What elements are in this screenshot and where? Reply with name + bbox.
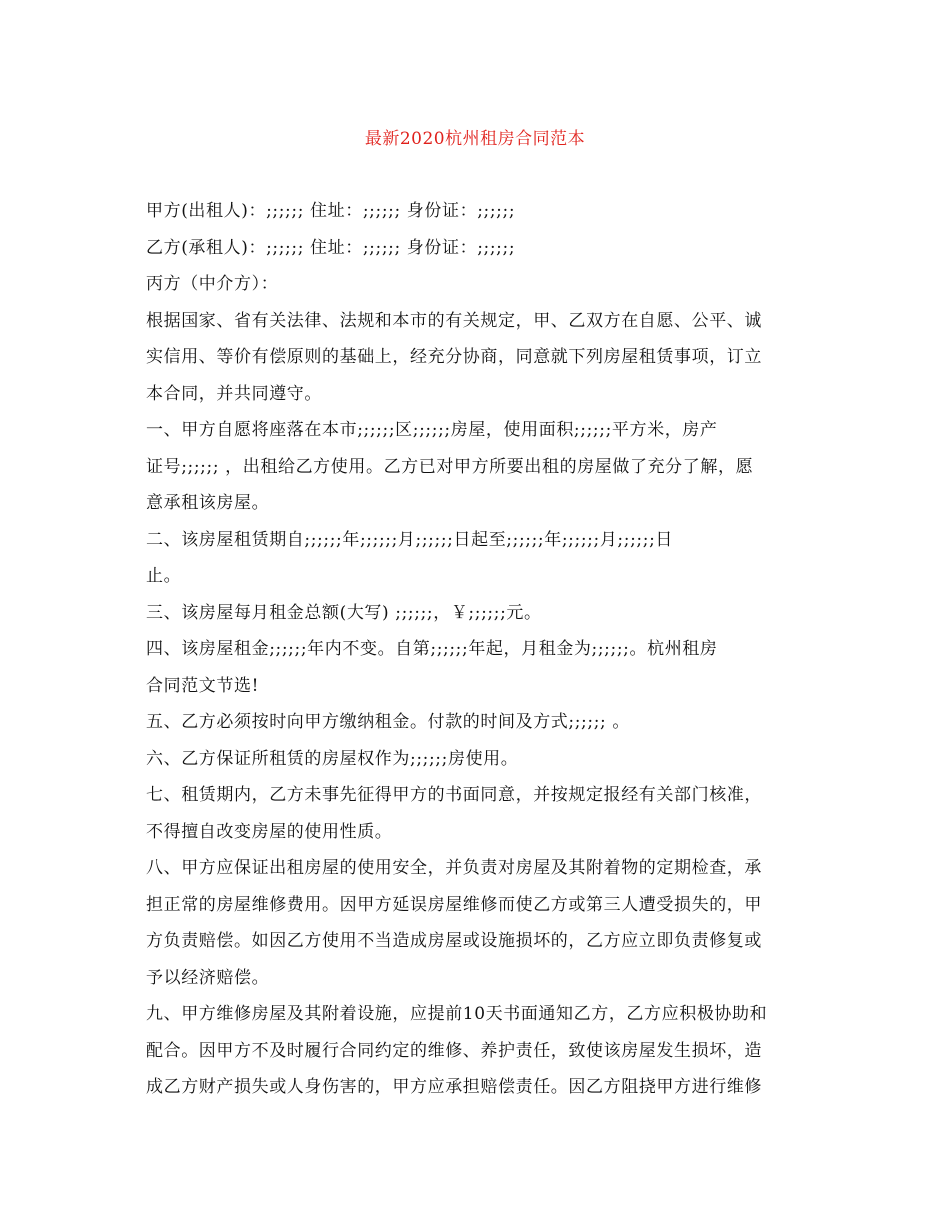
- clause-8-line: 方负责赔偿。如因乙方使用不当造成房屋或设施损坏的，乙方应立即负责修复或: [146, 931, 762, 951]
- clause-9-line: 九、甲方维修房屋及其附着设施，应提前10天书面通知乙方，乙方应积极协助和: [146, 1004, 768, 1024]
- clause-2-line: 二、该房屋租赁期自;;;;;;年;;;;;;月;;;;;;日起至;;;;;;年;;;;;;月;;;;;;日: [146, 529, 673, 550]
- clause-5-line: 五、乙方必须按时向甲方缴纳租金。付款的时间及方式;;;;;; 。: [146, 712, 630, 732]
- clause-9-line: 配合。因甲方不及时履行合同约定的维修、养护责任，致使该房屋发生损坏，造: [146, 1040, 762, 1061]
- clause-1-line: 证号;;;;;; ，出租给乙方使用。乙方已对甲方所要出租的房屋做了充分了解，愿: [146, 456, 754, 477]
- clause-8-line: 八、甲方应保证出租房屋的使用安全，并负责对房屋及其附着物的定期检查，承: [146, 858, 762, 878]
- clause-7-line: 七、租赁期内，乙方未事先征得甲方的书面同意，并按规定报经有关部门核准，: [146, 785, 762, 805]
- clause-9-line: 成乙方财产损失或人身伤害的，甲方应承担赔偿责任。因乙方阻挠甲方进行维修: [146, 1077, 762, 1097]
- party-a-line: 甲方(出租人)：;;;;;; 住址：;;;;;; 身份证：;;;;;;: [146, 201, 516, 221]
- clause-1-line: 意承租该房屋。: [146, 493, 270, 513]
- clause-4-line: 四、该房屋租金;;;;;;年内不变。自第;;;;;;年起，月租金为;;;;;;。杭州租房: [146, 639, 718, 659]
- preamble-line: 实信用、等价有偿原则的基础上，经充分协商，同意就下列房屋租赁事项，订立: [146, 347, 762, 367]
- clause-1-line: 一、甲方自愿将座落在本市;;;;;;区;;;;;;房屋，使用面积;;;;;;平方米，房产: [146, 420, 718, 440]
- clause-7-line: 不得擅自改变房屋的使用性质。: [146, 821, 393, 842]
- party-c-line: 丙方（中介方）：: [146, 274, 279, 294]
- clause-3-line: 三、该房屋每月租金总额(大写) ;;;;;;，￥;;;;;;元。: [146, 602, 542, 623]
- clause-6-line: 六、乙方保证所租赁的房屋权作为;;;;;;房使用。: [146, 748, 519, 769]
- party-b-line: 乙方(承租人)：;;;;;; 住址：;;;;;; 身份证：;;;;;;: [146, 237, 516, 258]
- document-body: [146, 193, 806, 1106]
- document-title: 最新2020杭州租房合同范本: [364, 129, 586, 149]
- clause-4-line: 合同范文节选!: [146, 675, 260, 696]
- preamble-line: 本合同，并共同遵守。: [146, 383, 322, 404]
- preamble-line: 根据国家、省有关法律、法规和本市的有关规定，甲、乙双方在自愿、公平、诚: [146, 310, 762, 331]
- clause-2-line: 止。: [146, 566, 182, 586]
- clause-8-line: 担正常的房屋维修费用。因甲方延误房屋维修而使乙方或第三人遭受损失的，甲: [146, 894, 762, 915]
- clause-8-line: 予以经济赔偿。: [146, 967, 270, 988]
